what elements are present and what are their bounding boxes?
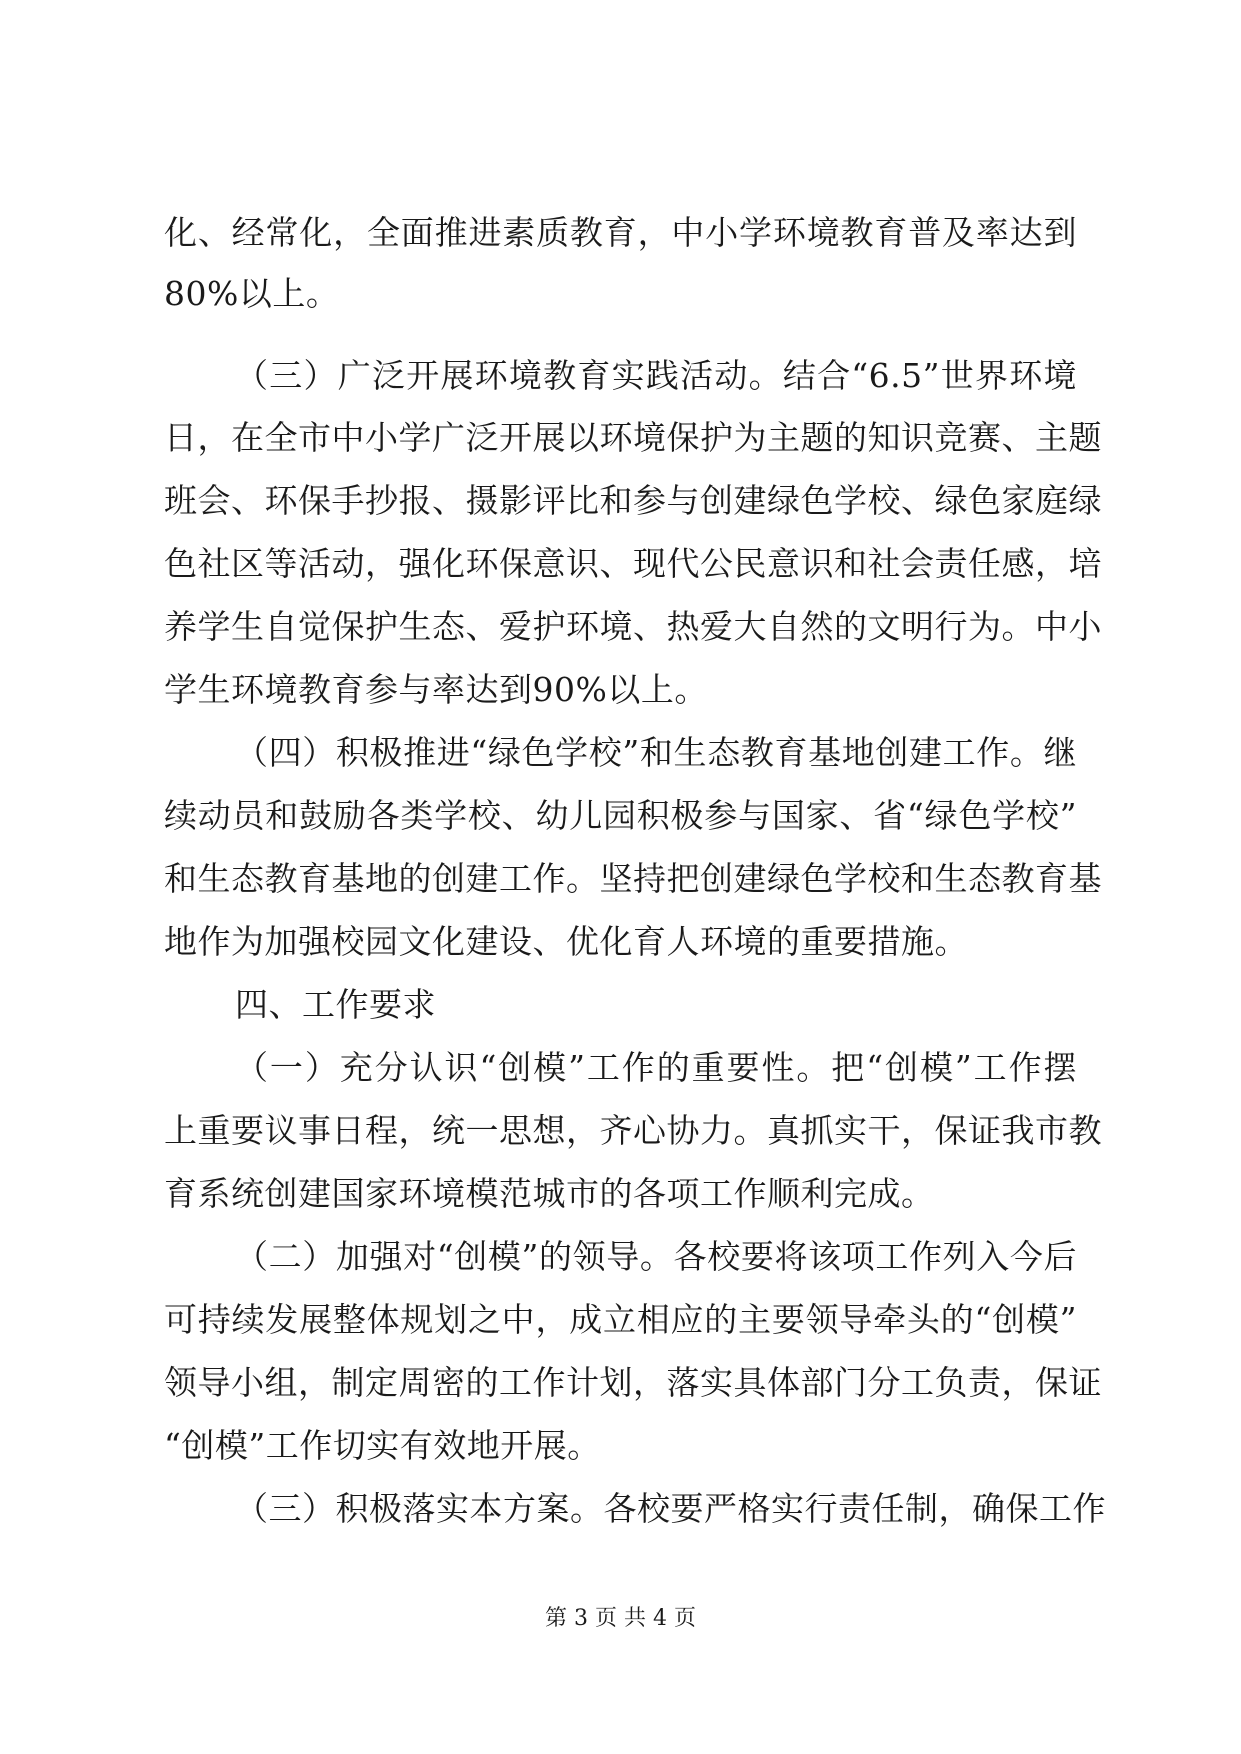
body-text-line: 班会、环保手抄报、摄影评比和参与创建绿色学校、绿色家庭绿 <box>164 481 1102 520</box>
body-text-line: 养学生自觉保护生态、爱护环境、热爱大自然的文明行为。中小 <box>164 607 1102 646</box>
body-text-line: 育系统创建国家环境模范城市的各项工作顺利完成。 <box>164 1174 935 1213</box>
body-text-line: 日，在全市中小学广泛开展以环境保护为主题的知识竞赛、主题 <box>164 418 1102 457</box>
page-number-footer: 第 3 页 共 4 页 <box>545 1606 696 1631</box>
paragraph-heading-line: （四）积极推进“绿色学校”和生态教育基地创建工作。继 <box>235 733 1077 772</box>
paragraph-heading-line: （三）积极落实本方案。各校要严格实行责任制，确保工作 <box>235 1489 1106 1528</box>
paragraph-heading-line: （三）广泛开展环境教育实践活动。结合“6.5”世界环境 <box>235 356 1077 395</box>
body-text-line: “创模”工作切实有效地开展。 <box>164 1426 601 1465</box>
section-heading: 四、工作要求 <box>235 985 436 1024</box>
body-text-line: 可持续发展整体规划之中，成立相应的主要领导牵头的“创模” <box>164 1300 1077 1339</box>
body-text-line: 化、经常化，全面推进素质教育，中小学环境教育普及率达到 <box>164 213 1077 252</box>
body-text-line: 领导小组，制定周密的工作计划，落实具体部门分工负责，保证 <box>164 1363 1102 1402</box>
body-text-line: 和生态教育基地的创建工作。坚持把创建绿色学校和生态教育基 <box>164 859 1102 898</box>
body-text-line: 色社区等活动，强化环保意识、现代公民意识和社会责任感，培 <box>164 544 1102 583</box>
paragraph-heading-line: （一）充分认识“创模”工作的重要性。把“创模”工作摆 <box>235 1048 1077 1087</box>
body-text-line: 上重要议事日程，统一思想，齐心协力。真抓实干，保证我市教 <box>164 1111 1102 1150</box>
body-text-line: 80%以上。 <box>164 274 340 313</box>
body-text-line: 地作为加强校园文化建设、优化育人环境的重要措施。 <box>164 922 968 961</box>
body-text-line: 学生环境教育参与率达到90%以上。 <box>164 670 708 709</box>
paragraph-heading-line: （二）加强对“创模”的领导。各校要将该项工作列入今后 <box>235 1237 1077 1276</box>
body-text-line: 续动员和鼓励各类学校、幼儿园积极参与国家、省“绿色学校” <box>164 796 1077 835</box>
